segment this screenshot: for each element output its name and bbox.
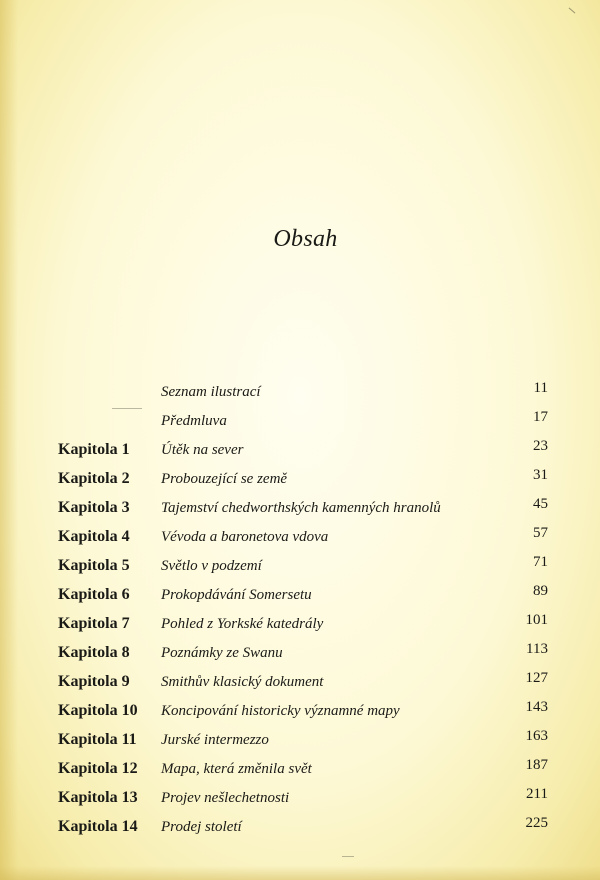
chapter-label: Kapitola 11 (58, 731, 137, 748)
page-number: 23 (533, 438, 548, 454)
page-number: 31 (533, 467, 548, 483)
page-number: 225 (525, 815, 548, 831)
entry-title: Jurské intermezzo (161, 732, 269, 748)
entry-title: Seznam ilustrací (161, 384, 261, 400)
page-number: 11 (533, 380, 548, 396)
page-number: 187 (525, 757, 548, 773)
chapter-label: Kapitola 2 (58, 470, 130, 487)
toc-entry (0, 526, 600, 555)
toc-entry (0, 381, 600, 410)
chapter-label: Kapitola 8 (58, 644, 130, 661)
page-number: 45 (533, 496, 548, 512)
chapter-label: Kapitola 7 (58, 615, 130, 632)
toc-entry (0, 642, 600, 671)
page-number: 101 (525, 612, 548, 628)
page-number: 17 (533, 409, 548, 425)
toc-entry (0, 758, 600, 787)
entry-title: Mapa, která změnila svět (161, 761, 312, 777)
entry-title: Smithův klasický dokument (161, 674, 324, 690)
entry-title: Probouzející se země (161, 471, 288, 487)
toc-entry (0, 671, 600, 700)
toc-entry (0, 700, 600, 729)
toc-entry (0, 613, 600, 642)
entry-title: Prokopdávání Somersetu (161, 587, 312, 603)
entry-title: Projev nešlechetnosti (161, 790, 290, 806)
page-title: Obsah (273, 226, 338, 252)
toc-entry (0, 497, 600, 526)
entry-title: Pohled z Yorkské katedrály (161, 616, 324, 632)
entry-title: Předmluva (161, 413, 227, 429)
chapter-label: Kapitola 6 (58, 586, 130, 603)
toc-entry (0, 729, 600, 758)
entry-title: Prodej století (161, 819, 242, 835)
toc-entry (0, 468, 600, 497)
page-number: 211 (526, 786, 548, 802)
chapter-label: Kapitola 9 (58, 673, 130, 690)
toc-entry (0, 410, 600, 439)
toc-entry (0, 439, 600, 468)
page-number: 89 (533, 583, 548, 599)
entry-title: Útěk na sever (161, 442, 244, 458)
chapter-label: Kapitola 14 (58, 818, 138, 835)
chapter-label: Kapitola 10 (58, 702, 138, 719)
page-number: 143 (525, 699, 548, 715)
toc-entry (0, 584, 600, 613)
page-number: 71 (533, 554, 548, 570)
entry-title: Poznámky ze Swanu (161, 645, 283, 661)
entry-title: Tajemství chedworthských kamenných hranolů (161, 500, 441, 516)
entry-title: Světlo v podzemí (161, 558, 262, 574)
page-number: 163 (525, 728, 548, 744)
chapter-label: Kapitola 3 (58, 499, 130, 516)
toc-entry (0, 816, 600, 845)
chapter-label: Kapitola 1 (58, 441, 130, 458)
page-number: 127 (525, 670, 548, 686)
chapter-label: Kapitola 4 (58, 528, 130, 545)
page-number: 113 (526, 641, 548, 657)
toc-entry (0, 555, 600, 584)
chapter-label: Kapitola 13 (58, 789, 138, 806)
page-number: 57 (533, 525, 548, 541)
entry-title: Koncipování historicky významné mapy (161, 703, 400, 719)
entry-title: Vévoda a baronetova vdova (161, 529, 329, 545)
chapter-label: Kapitola 5 (58, 557, 130, 574)
chapter-label: Kapitola 12 (58, 760, 138, 777)
toc-entry (0, 787, 600, 816)
